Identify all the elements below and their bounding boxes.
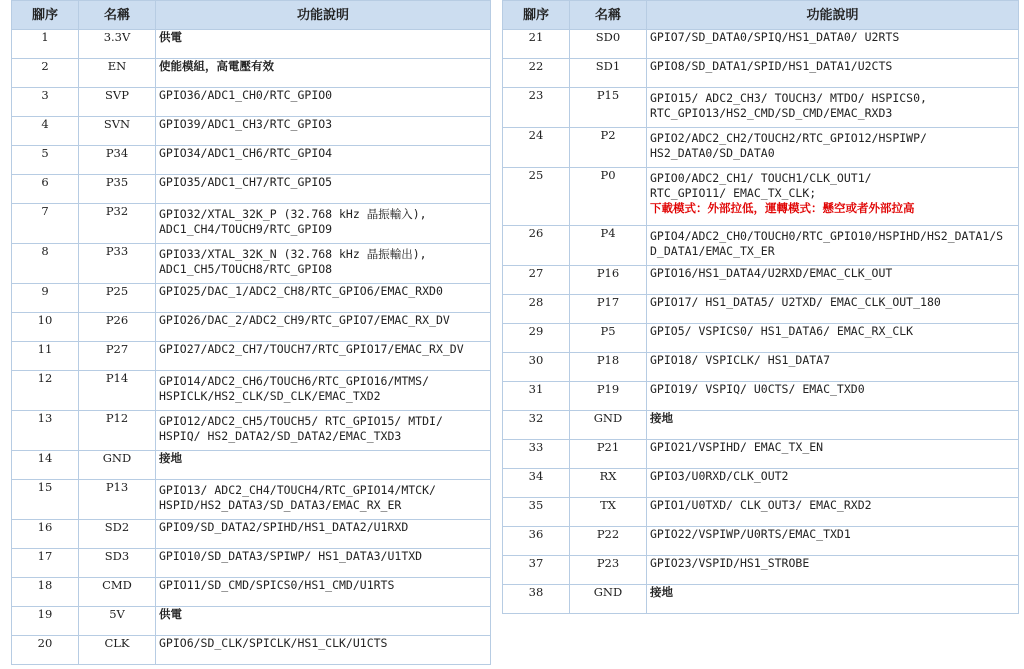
pin-description-cell	[156, 636, 491, 665]
description-line: GPIO9/SD_DATA2/SPIHD/HS1_DATA2/U1RXD	[159, 520, 409, 534]
pin-name-cell: P27	[79, 342, 156, 371]
pin-number-cell: 35	[503, 498, 570, 527]
pin-description-cell	[156, 284, 491, 313]
pin-number-cell: 19	[12, 607, 79, 636]
pin-name-cell: CMD	[79, 578, 156, 607]
pin-name-cell: P18	[570, 353, 647, 382]
pin-name-cell: P34	[79, 146, 156, 175]
table-row	[503, 469, 1019, 498]
table-header-row	[12, 1, 491, 30]
pin-number-cell: 4	[12, 117, 79, 146]
pin-number-cell: 30	[503, 353, 570, 382]
table-row	[12, 636, 491, 665]
pin-number-cell: 33	[503, 440, 570, 469]
description-line: GPIO8/SD_DATA1/SPID/HS1_DATA1/U2CTS	[650, 59, 893, 73]
description-line: GPIO35/ADC1_CH7/RTC_GPIO5	[159, 175, 333, 189]
pin-number-cell: 18	[12, 578, 79, 607]
table-row	[12, 59, 491, 88]
header-name: 名稱	[79, 1, 156, 30]
pin-description-cell	[156, 451, 491, 480]
description-line: GPIO14/ADC2_CH6/TOUCH6/RTC_GPIO16/MTMS/	[159, 374, 430, 388]
pin-name-cell: GND	[79, 451, 156, 480]
pin-description-cell	[647, 59, 1019, 88]
pin-description-cell	[647, 469, 1019, 498]
pin-number-cell: 17	[12, 549, 79, 578]
description-line: HSPIQ/ HS2_DATA2/SD_DATA2/EMAC_TXD3	[159, 429, 402, 443]
pin-number-cell: 15	[12, 480, 79, 520]
description-line: GPIO32/XTAL_32K_P (32.768 kHz 晶振輸入),	[159, 207, 427, 221]
pin-description-cell	[156, 146, 491, 175]
pin-number-cell: 25	[503, 168, 570, 226]
pin-name-cell: P15	[570, 88, 647, 128]
pin-number-cell: 24	[503, 128, 570, 168]
header-description: 功能說明	[647, 1, 1019, 30]
pin-name-cell: P33	[79, 244, 156, 284]
pin-number-cell: 37	[503, 556, 570, 585]
pin-number-cell: 9	[12, 284, 79, 313]
description-line: GPIO33/XTAL_32K_N (32.768 kHz 晶振輸出),	[159, 247, 427, 261]
table-row	[503, 88, 1019, 128]
description-line: 接地	[650, 585, 673, 599]
pin-number-cell: 3	[12, 88, 79, 117]
pin-description-cell	[647, 168, 1019, 226]
pin-name-cell: P14	[79, 371, 156, 411]
description-line: GPIO5/ VSPICS0/ HS1_DATA6/ EMAC_RX_CLK	[650, 324, 914, 338]
pin-description-cell	[156, 411, 491, 451]
pin-description-cell	[647, 411, 1019, 440]
pin-description-cell	[156, 204, 491, 244]
pin-name-cell: RX	[570, 469, 647, 498]
pin-name-cell: P16	[570, 266, 647, 295]
table-row	[12, 480, 491, 520]
pin-number-cell: 10	[12, 313, 79, 342]
pin-name-cell: P32	[79, 204, 156, 244]
pin-description-cell	[156, 88, 491, 117]
header-pin: 腳序	[12, 1, 79, 30]
pin-description-cell	[647, 226, 1019, 266]
table-row	[12, 204, 491, 244]
pin-name-cell: SD3	[79, 549, 156, 578]
pin-description-cell	[156, 371, 491, 411]
description-line: RTC_GPIO13/HS2_CMD/SD_CMD/EMAC_RXD3	[650, 106, 893, 120]
pin-number-cell: 8	[12, 244, 79, 284]
table-row	[12, 607, 491, 636]
description-line: HS2_DATA0/SD_DATA0	[650, 146, 775, 160]
description-line: GPIO16/HS1_DATA4/U2RXD/EMAC_CLK_OUT	[650, 266, 893, 280]
table-row	[503, 353, 1019, 382]
pin-name-cell: GND	[570, 411, 647, 440]
pin-number-cell: 26	[503, 226, 570, 266]
table-row	[12, 451, 491, 480]
table-row	[503, 382, 1019, 411]
description-line: GPIO34/ADC1_CH6/RTC_GPIO4	[159, 146, 333, 160]
table-row	[503, 324, 1019, 353]
description-line: ADC1_CH4/TOUCH9/RTC_GPIO9	[159, 222, 333, 236]
pin-description-cell	[647, 324, 1019, 353]
description-line: ADC1_CH5/TOUCH8/RTC_GPIO8	[159, 262, 333, 276]
table-row	[503, 527, 1019, 556]
pin-name-cell: SD1	[570, 59, 647, 88]
pin-number-cell: 34	[503, 469, 570, 498]
pin-name-cell: P13	[79, 480, 156, 520]
pin-name-cell: P23	[570, 556, 647, 585]
table-row	[503, 440, 1019, 469]
pin-description-cell	[647, 353, 1019, 382]
pin-number-cell: 2	[12, 59, 79, 88]
pin-name-cell: P21	[570, 440, 647, 469]
description-line: GPIO26/DAC_2/ADC2_CH9/RTC_GPIO7/EMAC_RX_DV	[159, 313, 450, 327]
pin-description-cell	[156, 480, 491, 520]
pin-description-cell	[647, 30, 1019, 59]
pin-description-cell	[156, 30, 491, 59]
pin-name-cell: P35	[79, 175, 156, 204]
description-line: 供電	[159, 30, 182, 44]
pin-name-cell: P0	[570, 168, 647, 226]
pin-description-cell	[156, 313, 491, 342]
pin-description-cell	[156, 244, 491, 284]
table-row	[12, 411, 491, 451]
description-line: 使能模組，高電壓有效	[159, 59, 274, 73]
header-name: 名稱	[570, 1, 647, 30]
pin-number-cell: 1	[12, 30, 79, 59]
table-row	[12, 88, 491, 117]
table-row	[503, 411, 1019, 440]
pin-number-cell: 23	[503, 88, 570, 128]
pin-number-cell: 11	[12, 342, 79, 371]
pin-name-cell: P22	[570, 527, 647, 556]
pin-name-cell: SD0	[570, 30, 647, 59]
pin-description-cell	[647, 266, 1019, 295]
description-line: GPIO22/VSPIWP/U0RTS/EMAC_TXD1	[650, 527, 851, 541]
table-row	[503, 295, 1019, 324]
description-line: GPIO39/ADC1_CH3/RTC_GPIO3	[159, 117, 333, 131]
table-row	[503, 585, 1019, 614]
description-line: GPIO18/ VSPICLK/ HS1_DATA7	[650, 353, 831, 367]
pin-name-cell: P19	[570, 382, 647, 411]
pin-number-cell: 16	[12, 520, 79, 549]
pin-number-cell: 12	[12, 371, 79, 411]
pin-name-cell: TX	[570, 498, 647, 527]
pin-name-cell: P2	[570, 128, 647, 168]
pin-description-cell	[647, 295, 1019, 324]
pin-description-cell	[156, 59, 491, 88]
pin-description-cell	[647, 556, 1019, 585]
pin-description-cell	[647, 498, 1019, 527]
boot-mode-note: 下載模式：外部拉低，運轉模式：懸空或者外部拉高	[650, 201, 915, 215]
description-line: GPIO2/ADC2_CH2/TOUCH2/RTC_GPIO12/HSPIWP/	[650, 131, 927, 145]
pin-number-cell: 22	[503, 59, 570, 88]
pin-name-cell: SVP	[79, 88, 156, 117]
pin-description-cell	[647, 88, 1019, 128]
description-line: HSPICLK/HS2_CLK/SD_CLK/EMAC_TXD2	[159, 389, 381, 403]
pin-description-cell	[156, 175, 491, 204]
pin-description-cell	[156, 520, 491, 549]
pin-number-cell: 31	[503, 382, 570, 411]
description-line: 接地	[650, 411, 673, 425]
description-line: GPIO19/ VSPIQ/ U0CTS/ EMAC_TXD0	[650, 382, 865, 396]
description-line: GPIO25/DAC_1/ADC2_CH8/RTC_GPIO6/EMAC_RXD0	[159, 284, 443, 298]
pin-description-cell	[156, 342, 491, 371]
pin-number-cell: 21	[503, 30, 570, 59]
pin-name-cell: P12	[79, 411, 156, 451]
pin-name-cell: P4	[570, 226, 647, 266]
pin-name-cell: 5V	[79, 607, 156, 636]
pin-description-cell	[156, 578, 491, 607]
pin-number-cell: 14	[12, 451, 79, 480]
table-row	[12, 549, 491, 578]
table-row	[503, 498, 1019, 527]
table-row	[12, 146, 491, 175]
description-line: HSPID/HS2_DATA3/SD_DATA3/EMAC_RX_ER	[159, 498, 402, 512]
table-row	[12, 175, 491, 204]
table-row	[12, 117, 491, 146]
pin-number-cell: 20	[12, 636, 79, 665]
pin-name-cell: EN	[79, 59, 156, 88]
description-line: GPIO10/SD_DATA3/SPIWP/ HS1_DATA3/U1TXD	[159, 549, 423, 563]
pin-number-cell: 32	[503, 411, 570, 440]
pin-number-cell: 36	[503, 527, 570, 556]
pin-name-cell: CLK	[79, 636, 156, 665]
header-description: 功能說明	[156, 1, 491, 30]
description-line: GPIO4/ADC2_CH0/TOUCH0/RTC_GPIO10/HSPIHD/HS2_DATA1/S	[650, 229, 1004, 243]
table-row	[12, 342, 491, 371]
pin-number-cell: 13	[12, 411, 79, 451]
description-line: 接地	[159, 451, 182, 465]
pin-name-cell: SVN	[79, 117, 156, 146]
description-line: 供電	[159, 607, 182, 621]
pin-description-cell	[647, 440, 1019, 469]
header-pin: 腳序	[503, 1, 570, 30]
pin-number-cell: 38	[503, 585, 570, 614]
table-row	[503, 128, 1019, 168]
description-line: GPIO7/SD_DATA0/SPIQ/HS1_DATA0/ U2RTS	[650, 30, 900, 44]
description-line: GPIO6/SD_CLK/SPICLK/HS1_CLK/U1CTS	[159, 636, 388, 650]
description-line: GPIO1/U0TXD/ CLK_OUT3/ EMAC_RXD2	[650, 498, 872, 512]
pin-number-cell: 28	[503, 295, 570, 324]
description-line: D_DATA1/EMAC_TX_ER	[650, 244, 775, 258]
description-line: GPIO15/ ADC2_CH3/ TOUCH3/ MTDO/ HSPICS0,	[650, 91, 927, 105]
pin-name-cell: P26	[79, 313, 156, 342]
pin-description-cell	[156, 607, 491, 636]
table-row	[12, 30, 491, 59]
description-line: GPIO11/SD_CMD/SPICS0/HS1_CMD/U1RTS	[159, 578, 395, 592]
pin-name-cell: SD2	[79, 520, 156, 549]
pin-number-cell: 7	[12, 204, 79, 244]
description-line: GPIO3/U0RXD/CLK_OUT2	[650, 469, 789, 483]
table-row	[12, 244, 491, 284]
pin-number-cell: 5	[12, 146, 79, 175]
pin-description-cell	[647, 527, 1019, 556]
pin-number-cell: 27	[503, 266, 570, 295]
pin-name-cell: P5	[570, 324, 647, 353]
table-row	[503, 556, 1019, 585]
description-line: GPIO27/ADC2_CH7/TOUCH7/RTC_GPIO17/EMAC_RX_DV	[159, 342, 464, 356]
description-line: GPIO0/ADC2_CH1/ TOUCH1/CLK_OUT1/	[650, 171, 872, 185]
table-row	[503, 266, 1019, 295]
pin-name-cell: 3.3V	[79, 30, 156, 59]
pin-description-cell	[156, 117, 491, 146]
table-row	[503, 226, 1019, 266]
table-row	[12, 284, 491, 313]
pin-table-left	[11, 0, 491, 665]
table-row	[503, 168, 1019, 226]
table-row	[12, 371, 491, 411]
pin-description-cell	[156, 549, 491, 578]
pin-description-cell	[647, 585, 1019, 614]
description-line: GPIO36/ADC1_CH0/RTC_GPIO0	[159, 88, 333, 102]
description-line: GPIO21/VSPIHD/ EMAC_TX_EN	[650, 440, 824, 454]
description-line: GPIO13/ ADC2_CH4/TOUCH4/RTC_GPIO14/MTCK/	[159, 483, 436, 497]
table-row	[12, 578, 491, 607]
table-row	[503, 30, 1019, 59]
table-header-row	[503, 1, 1019, 30]
pin-number-cell: 29	[503, 324, 570, 353]
pin-description-cell	[647, 128, 1019, 168]
description-line: RTC_GPIO11/ EMAC_TX_CLK;	[650, 186, 817, 200]
description-line: GPIO12/ADC2_CH5/TOUCH5/ RTC_GPIO15/ MTDI/	[159, 414, 443, 428]
description-line: GPIO17/ HS1_DATA5/ U2TXD/ EMAC_CLK_OUT_180	[650, 295, 941, 309]
pin-name-cell: P25	[79, 284, 156, 313]
pin-name-cell: P17	[570, 295, 647, 324]
table-row	[503, 59, 1019, 88]
pin-description-cell	[647, 382, 1019, 411]
table-row	[12, 313, 491, 342]
table-row	[12, 520, 491, 549]
pin-name-cell: GND	[570, 585, 647, 614]
pin-table-right	[502, 0, 1019, 614]
pin-number-cell: 6	[12, 175, 79, 204]
description-line: GPIO23/VSPID/HS1_STROBE	[650, 556, 810, 570]
